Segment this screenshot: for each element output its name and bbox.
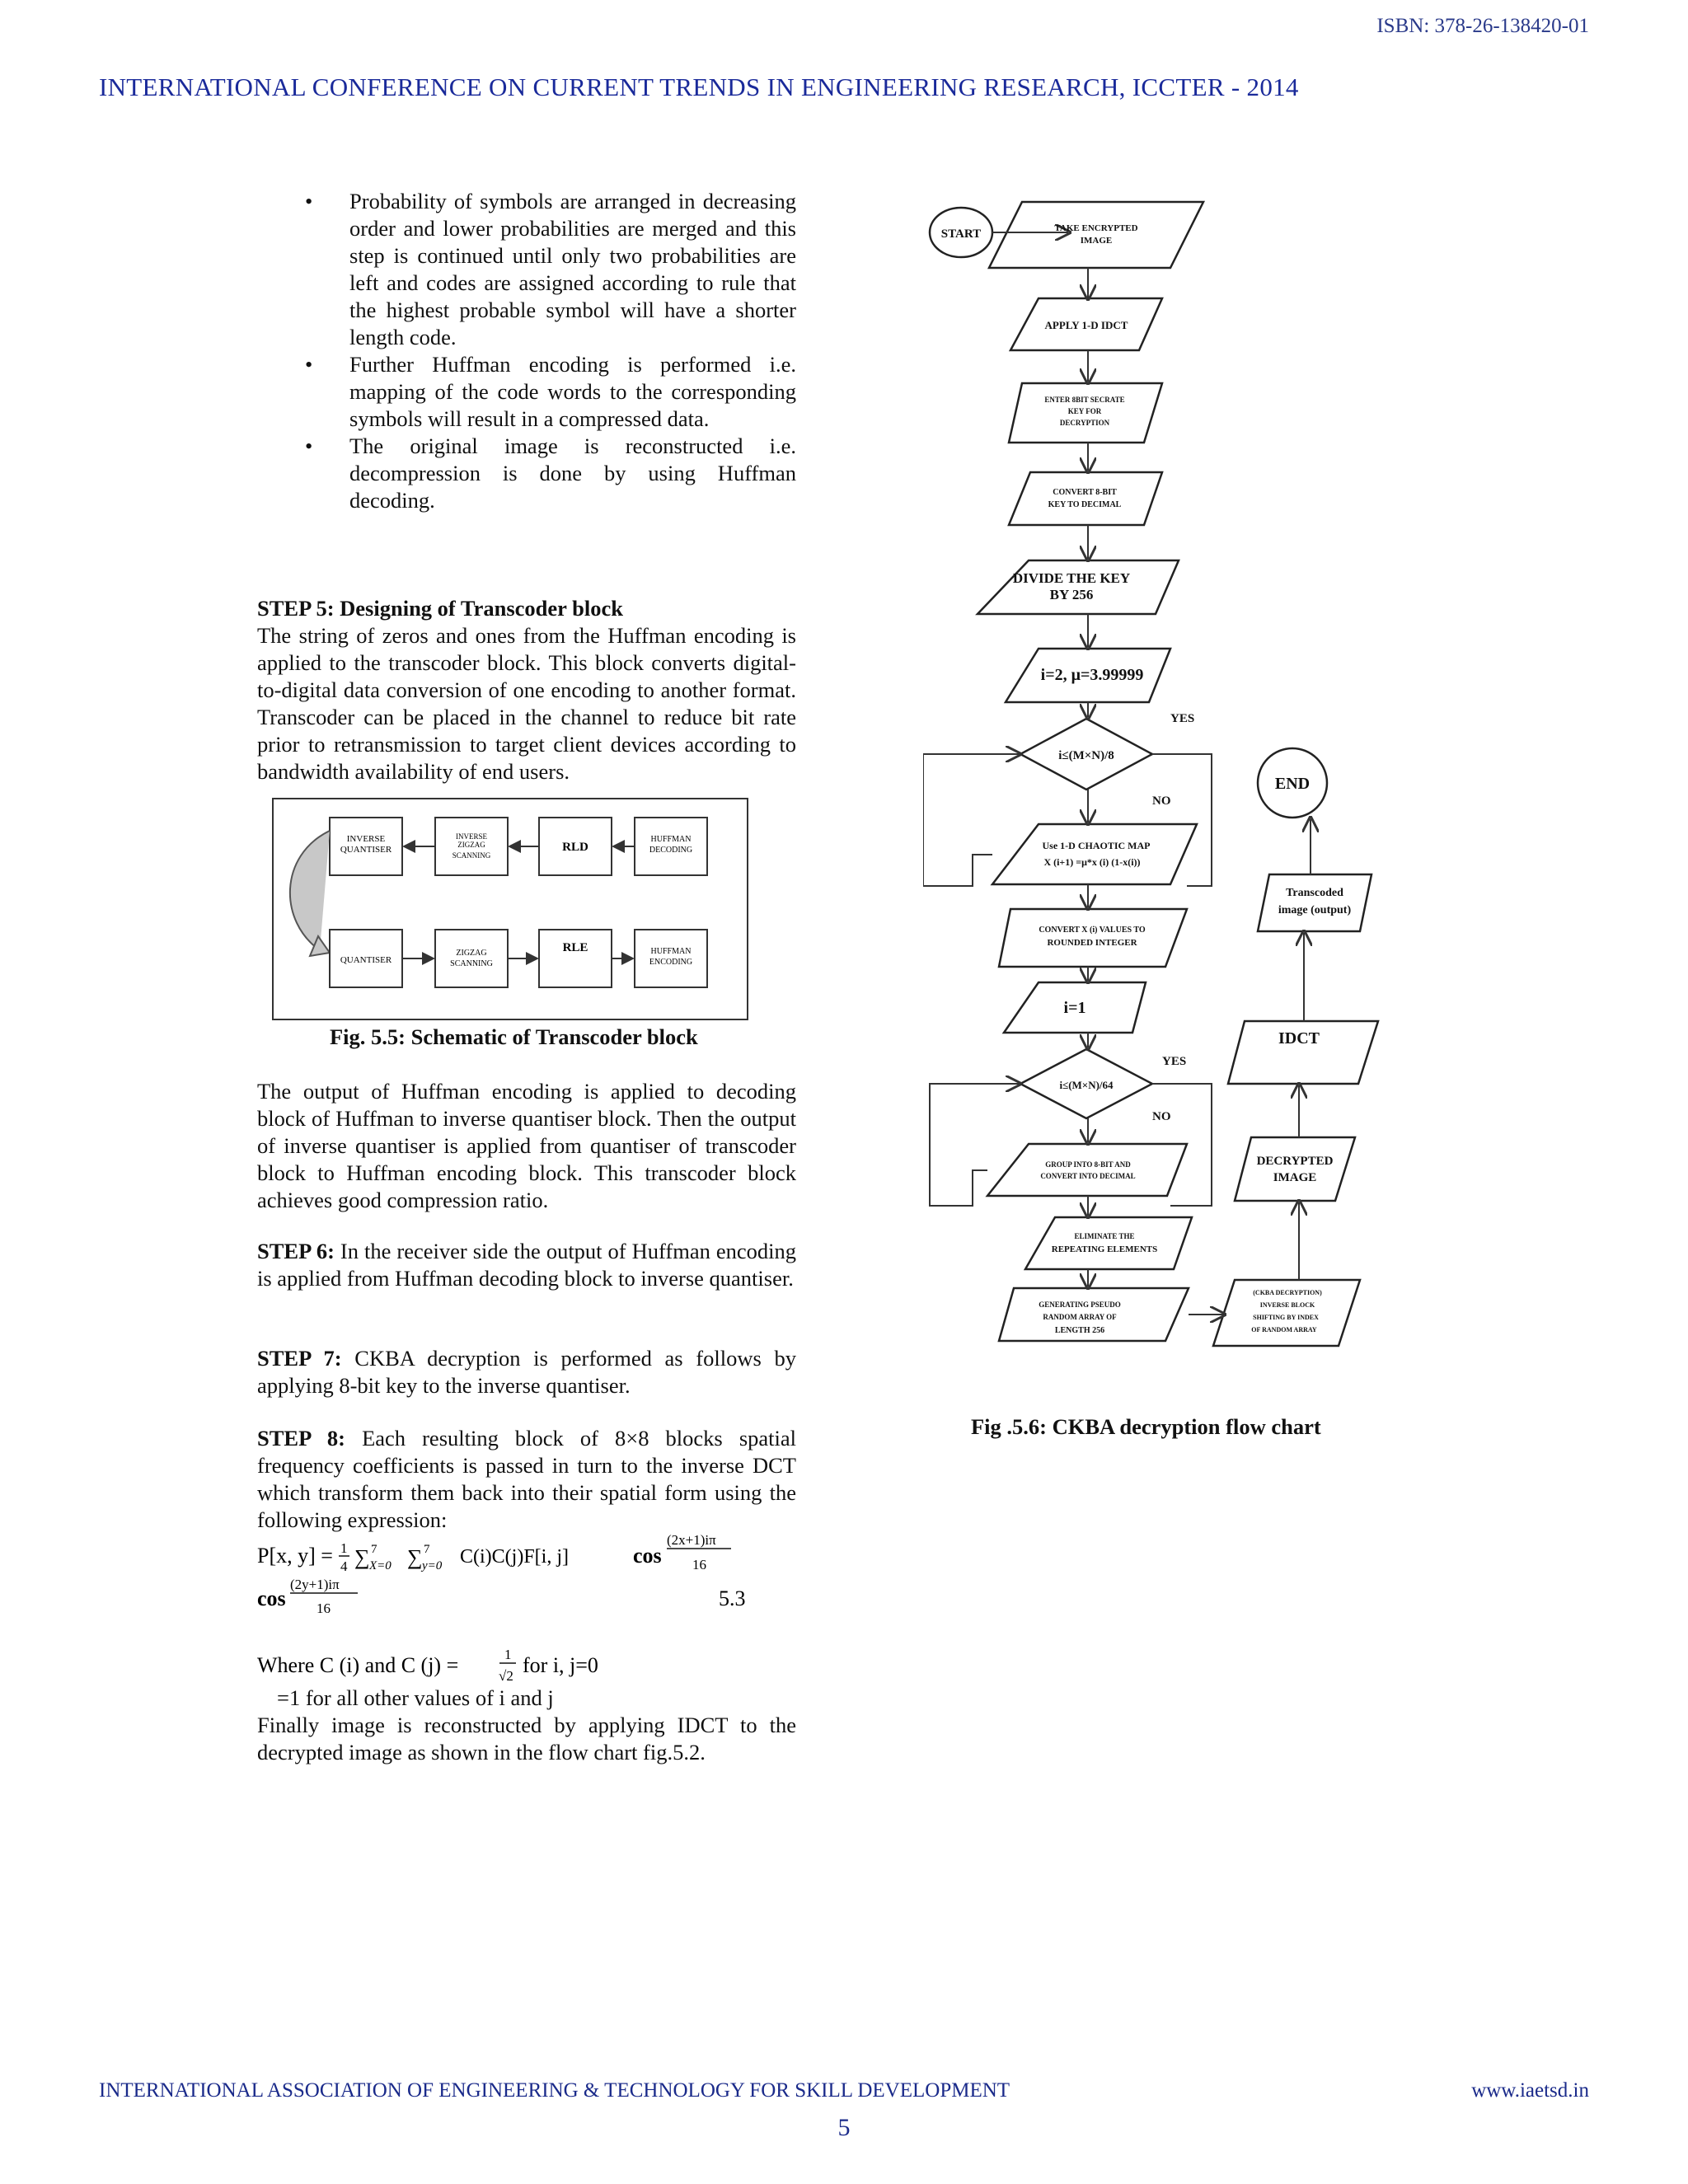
convert-key-node (1009, 472, 1162, 525)
step7-label: STEP 7: (257, 1346, 342, 1371)
svg-text:ZIGZAG: ZIGZAG (457, 841, 485, 849)
svg-text:ZIGZAG: ZIGZAG (456, 949, 487, 958)
start-label: START (940, 227, 982, 241)
step8-label: STEP 8: (257, 1426, 345, 1451)
bullet-dot-icon: • (305, 189, 313, 213)
bullet-text: Probability of symbols are arranged in decreasing order and lower probabilities are merged and this step is continued until only two probabilities are left and codes are assigned according to rule that the highest probable symbol will have a shorter length code. (349, 189, 796, 349)
eq-sum1-sub: X=0 (369, 1559, 392, 1572)
enter-key-label-3: DECRYPTION (1059, 419, 1110, 427)
ckba-label-3: SHIFTING BY INDEX (1253, 1314, 1319, 1321)
svg-text:SCANNING: SCANNING (452, 851, 491, 860)
step7-section (257, 1345, 796, 1399)
yes2-label: YES (1162, 1055, 1187, 1068)
idct-equation (257, 1530, 801, 1622)
svg-text:ENCODING: ENCODING (649, 958, 693, 967)
end-label: END (1274, 775, 1311, 793)
fig56-caption: Fig .5.6: CKBA decryption flow chart (971, 1414, 1321, 1439)
svg-text:HUFFMAN: HUFFMAN (650, 947, 692, 956)
step6-section (257, 1238, 796, 1292)
block-huffman-encoding (635, 930, 707, 987)
bullet-text: The original image is reconstructed i.e. decompression is done by using Huffman decoding. (349, 434, 796, 513)
decrypted-label-1: DECRYPTED (1256, 1155, 1334, 1168)
no2-label: NO (1152, 1110, 1171, 1123)
step7-text: CKBA decryption is performed as follows by applying 8-bit key to the inverse quantiser. (257, 1346, 796, 1398)
step8-section (257, 1425, 796, 1534)
step5-heading: STEP 5: Designing of Transcoder block (257, 596, 623, 621)
block-inverse-quantiser (330, 818, 402, 875)
bullet-dot-icon: • (305, 434, 313, 458)
eq-sum1-sup: 7 (371, 1543, 377, 1556)
page-number: 5 (837, 2114, 851, 2141)
where-text-b: for i, j=0 (523, 1653, 598, 1677)
cond2-label: i≤(M×N)/64 (1059, 1079, 1114, 1091)
footer-site-link[interactable]: www.iaetsd.in (1471, 2079, 1589, 2102)
no1-label: NO (1152, 794, 1171, 808)
step8-text: Each resulting block of 8×8 blocks spatial frequency coefficients is passed in turn to the inverse DCT which transform them back into their spatial form using the following expression: (257, 1426, 796, 1532)
yes1-label: YES (1170, 712, 1195, 725)
where-line-2: =1 for all other values of i and j (277, 1685, 554, 1710)
eq-frac-den: 4 (340, 1558, 348, 1574)
block-rld (539, 818, 612, 875)
svg-text:INVERSE: INVERSE (346, 834, 386, 844)
step5-text: The string of zeros and ones from the Huffman encoding is applied to the transcoder block. This block converts digital-to-digital data conversion of one encoding to another format. Transcoder can be placed in the channel to reduce bit rate prior to retransmission to target client devices according to bandwidth availability of end users. (257, 623, 796, 784)
block-zigzag (435, 930, 508, 987)
transcoded-label-2: image (output) (1278, 904, 1352, 916)
final-paragraph: Finally image is reconstructed by applying IDCT to the decrypted image as shown in the flow chart fig.5.2. (257, 1713, 796, 1765)
eq-sum2: ∑ (407, 1545, 423, 1569)
where-frac-den: √2 (499, 1668, 513, 1684)
i1-label: i=1 (1063, 999, 1086, 1017)
eliminate-node (1025, 1217, 1192, 1269)
eliminate-label-2: REPEATING ELEMENTS (1051, 1244, 1158, 1254)
fig55-caption: Fig. 5.5: Schematic of Transcoder block (330, 1024, 698, 1049)
convert-x-label-1: CONVERT X (i) VALUES TO (1039, 926, 1146, 935)
eq-body: C(i)C(j)F[i, j] (460, 1546, 569, 1568)
convert-key-label-2: KEY TO DECIMAL (1048, 500, 1122, 509)
svg-text:QUANTISER: QUANTISER (340, 955, 392, 965)
conference-title: INTERNATIONAL CONFERENCE ON CURRENT TRENDS IN ENGINEERING RESEARCH, ICCTER - 2014 (99, 73, 1299, 101)
block-huffman-decoding (635, 818, 707, 875)
transcoder-schematic (272, 798, 750, 1022)
where-text-a: Where C (i) and C (j) = (257, 1653, 459, 1677)
output-paragraph: The output of Huffman encoding is applied to decoding block of Huffman to inverse quantiser block. Then the output of inverse quantiser is applied from quantiser of transcoder block to Huffman encoding block. This transcoder block achieves good compression ratio. (257, 1079, 796, 1212)
bullet-item (257, 433, 796, 514)
transcoded-node (1258, 874, 1372, 931)
bullet-item (257, 351, 796, 433)
chaotic-label-2: X (i+1) =μ*x (i) (1-x(i)) (1043, 856, 1141, 868)
convert-x-label-2: ROUNDED INTEGER (1047, 938, 1137, 948)
eq-cos2-den: 16 (316, 1601, 331, 1616)
cond1-label: i≤(M×N)/8 (1058, 749, 1114, 762)
block-rle (539, 930, 612, 987)
eq-cos1-den: 16 (692, 1557, 706, 1572)
ckba-label-1: (CKBA DECRYPTION) (1253, 1289, 1322, 1296)
enter-key-label-1: ENTER 8BIT SECRATE (1044, 396, 1125, 404)
where-frac-num: 1 (504, 1647, 512, 1662)
block-quantiser (330, 930, 402, 987)
group-label-2: CONVERT INTO DECIMAL (1040, 1172, 1136, 1180)
eq-frac-num: 1 (340, 1540, 348, 1556)
chaotic-label-1: Use 1-D CHAOTIC MAP (1042, 840, 1151, 851)
bullet-dot-icon: • (305, 352, 313, 377)
svg-text:RLD: RLD (562, 841, 588, 854)
step6-text: In the receiver side the output of Huffman encoding is applied from Huffman decoding block to inverse quantiser. (257, 1239, 796, 1291)
eq-cos2: cos (257, 1586, 286, 1610)
svg-text:INVERSE: INVERSE (456, 832, 487, 841)
eq-cos1: cos (633, 1544, 662, 1568)
eq-lhs: P[x, y] = (257, 1544, 333, 1568)
divide-label-1: DIVIDE THE KEY (1012, 570, 1131, 586)
step6-label: STEP 6: (257, 1239, 335, 1263)
group-node (987, 1144, 1187, 1196)
svg-text:QUANTISER: QUANTISER (340, 845, 392, 855)
ckba-label-2: INVERSE BLOCK (1259, 1301, 1315, 1309)
block-inverse-zigzag (435, 818, 508, 875)
decrypted-node (1235, 1137, 1355, 1201)
ckba-label-4: OF RANDOM ARRAY (1251, 1326, 1317, 1333)
eq-sum2-sub: y=0 (422, 1559, 443, 1572)
svg-text:RLE: RLE (562, 941, 588, 954)
eq-cos2-num: (2y+1)iπ (290, 1577, 340, 1592)
ckba-flowchart (923, 185, 1401, 1438)
bullet-item (257, 188, 796, 351)
generate-label-2: RANDOM ARRAY OF (1043, 1313, 1117, 1321)
svg-text:SCANNING: SCANNING (450, 959, 493, 968)
isbn-text: ISBN: 378-26-138420-01 (1376, 15, 1589, 37)
enter-key-label-2: KEY FOR (1067, 407, 1102, 415)
footer-org: INTERNATIONAL ASSOCIATION OF ENGINEERING & TECHNOLOGY FOR SKILL DEVELOPMENT (99, 2079, 1010, 2102)
idct-label: IDCT (1278, 1029, 1320, 1047)
step5-section (257, 595, 796, 785)
decrypted-label-2: IMAGE (1273, 1171, 1317, 1184)
divide-label-2: BY 256 (1049, 587, 1094, 602)
eq-cos1-num: (2x+1)iπ (667, 1532, 716, 1548)
init-label: i=2, μ=3.99999 (1040, 666, 1144, 684)
eq-sum1: ∑ (354, 1545, 370, 1569)
take-label-2: IMAGE (1080, 236, 1113, 246)
eliminate-label-1: ELIMINATE THE (1074, 1232, 1135, 1240)
chaotic-map-node (992, 824, 1197, 884)
svg-text:HUFFMAN: HUFFMAN (650, 835, 692, 844)
apply-idct-label: APPLY 1-D IDCT (1044, 319, 1128, 331)
transcoded-label-1: Transcoded (1286, 887, 1343, 899)
svg-text:DECODING: DECODING (649, 846, 693, 855)
bullet-text: Further Huffman encoding is performed i.e. mapping of the code words to the corresponding symbols will result in a compressed data. (349, 352, 796, 431)
generate-label-1: GENERATING PSEUDO (1039, 1301, 1121, 1309)
generate-label-3: LENGTH 256 (1054, 1326, 1105, 1335)
bullet-list (257, 188, 796, 514)
take-label-1: TAKE ENCRYPTED (1054, 223, 1138, 233)
group-label-1: GROUP INTO 8-BIT AND (1045, 1160, 1131, 1169)
take-image-node (989, 202, 1203, 268)
eq-sum2-sup: 7 (424, 1543, 430, 1556)
convert-key-label-1: CONVERT 8-BIT (1053, 488, 1117, 497)
eq-number: 5.3 (719, 1586, 746, 1610)
